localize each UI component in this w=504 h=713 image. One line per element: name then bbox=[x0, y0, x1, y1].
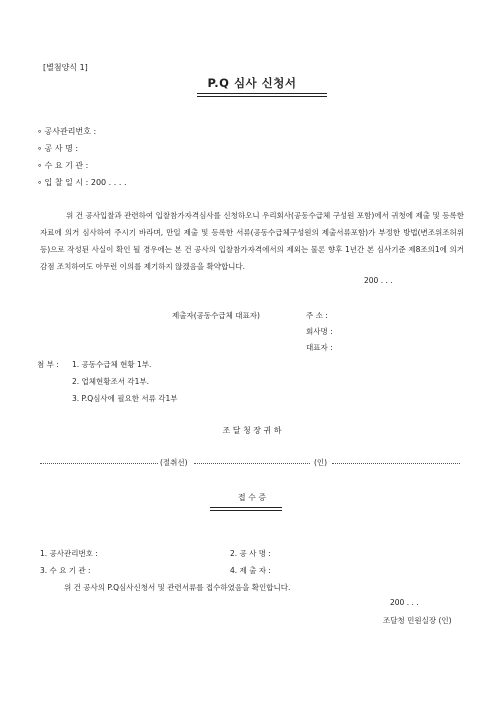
receipt-underline-top bbox=[210, 507, 282, 508]
cut-line-label: (절취선) bbox=[160, 458, 188, 467]
submitter-representative: 대표자 : bbox=[306, 343, 333, 352]
cut-line-left bbox=[40, 463, 158, 464]
page-title: P.Q 심사 신청서 bbox=[207, 76, 297, 90]
title-underline-top bbox=[197, 93, 327, 94]
attachment-item: 1. 공동수급체 현황 1부. bbox=[72, 360, 152, 369]
submitter-company: 회사명 : bbox=[306, 327, 333, 336]
field-bid-date: ∘ 입 찰 일 시 : 200 . . . . bbox=[37, 178, 127, 187]
addressee: 조 달 청 장 귀 하 bbox=[222, 426, 282, 435]
body-paragraph: 위 건 공사입찰과 관련하여 입찰참가자격심사를 신청하오니 우리회사(공동수급체 구성원 포함)에서 귀청에 제출 및 등록한 자료에 의거 심사하여 주시기 바라며, 만일 제출 및 등록한 서류(공동수급체구성원의 제출서류포함)가 부정한 방법(변조위조허위등)으로 작성된 사실이 확인 될 경우에는 본 건 공사의 입찰참가자격에서의 제외는 물론 향후 1년간 본 심사기준 제8조의1에 의거 감점 조치하여도 아무런 이의를 제기하지 않겠음을 확약합니다. bbox=[40, 211, 464, 271]
receipt-underline-bottom bbox=[210, 510, 282, 511]
cut-line-middle bbox=[194, 463, 310, 464]
receipt-date: 200 . . . bbox=[390, 598, 419, 607]
field-project-name: ∘ 공 사 명 : bbox=[37, 144, 79, 153]
field-demand-agency: ∘ 수 요 기 관 : bbox=[37, 161, 89, 170]
application-date: 200 . . . bbox=[364, 276, 393, 285]
receipt-project-number: 1. 공사관리번호 : bbox=[40, 549, 98, 558]
title-underline-bottom bbox=[197, 96, 327, 97]
receipt-confirmation: 위 건 공사의 P.Q심사신청서 및 관련서류를 접수하였음을 확인합니다. bbox=[64, 583, 291, 592]
attachment-item: 2. 업체현황조서 각1부. bbox=[72, 377, 150, 386]
receipt-signature: 조달청 민원실장 (인) bbox=[383, 616, 452, 625]
form-label: [별첨양식 1] bbox=[43, 63, 88, 72]
attachments-label: 첨 부 : bbox=[37, 360, 59, 369]
submitter-address: 주 소 : bbox=[306, 311, 328, 320]
field-project-number: ∘ 공사관리번호 : bbox=[37, 127, 97, 136]
receipt-demand-agency: 3. 수 요 기 관 : bbox=[40, 566, 91, 575]
attachment-item: 3. P.Q심사에 필요한 서류 각1부 bbox=[72, 394, 178, 403]
receipt-title: 접 수 증 bbox=[237, 493, 267, 502]
cut-line-seal: (인) bbox=[314, 458, 328, 467]
submitter-label: 제출자(공동수급체 대표자) bbox=[172, 311, 260, 320]
cut-line-right bbox=[332, 463, 460, 464]
receipt-submitter: 4. 제 출 자 : bbox=[230, 566, 271, 575]
receipt-project-name: 2. 공 사 명 : bbox=[230, 549, 271, 558]
